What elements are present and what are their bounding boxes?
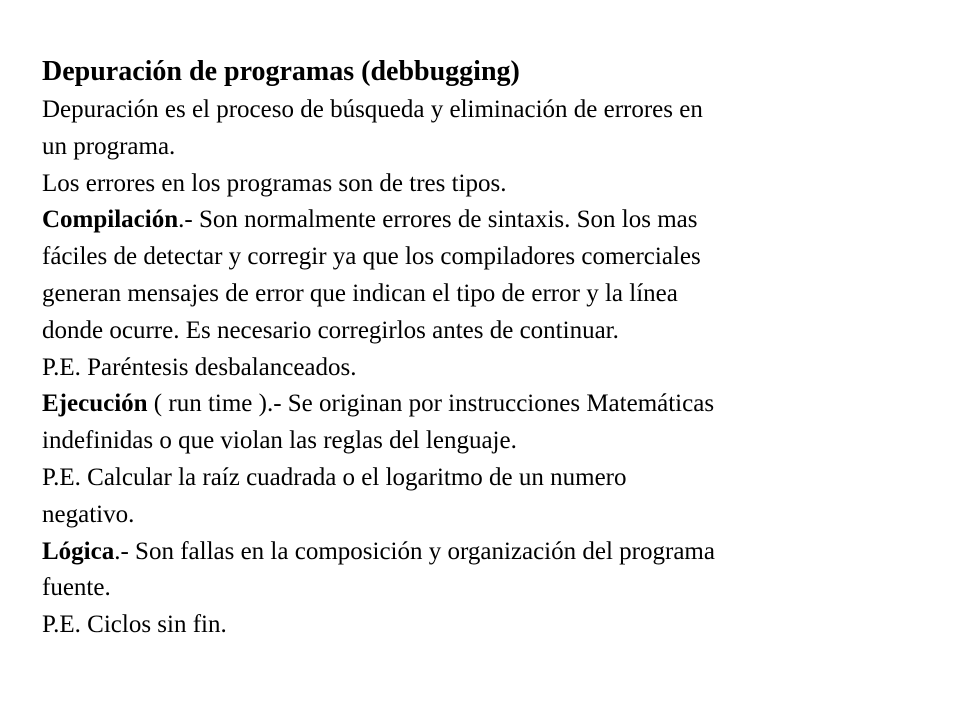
compilacion-term: Compilación: [42, 206, 179, 234]
compilacion-line-4: donde ocurre. Es necesario corregirlos antes de continuar.: [42, 316, 619, 344]
slide-title: Depuración de programas (debbugging): [42, 56, 520, 87]
logica-term: Lógica: [42, 537, 115, 565]
logica-line-1-text: .- Son fallas en la composición y organización del programa: [114, 537, 715, 565]
intro-line-2: un programa.: [42, 132, 176, 160]
compilacion-line-1-text: .- Son normalmente errores de sintaxis. Son los mas: [178, 206, 698, 234]
logica-line-2: fuente.: [42, 574, 111, 602]
ejecucion-line-1: [42, 386, 912, 423]
compilacion-line-1: [42, 202, 912, 239]
intro-line-1: Depuración es el proceso de búsqueda y eliminación de errores en: [42, 96, 703, 123]
slide-content: [42, 52, 912, 644]
ejecucion-term: Ejecución: [42, 390, 148, 418]
compilacion-line-2: fáciles de detectar y corregir ya que los compiladores comerciales: [42, 243, 701, 271]
compilacion-line-3: generan mensajes de error que indican el tipo de error y la línea: [42, 279, 678, 307]
compilacion-example: P.E. Paréntesis desbalanceados.: [42, 353, 357, 381]
intro-line-3: Los errores en los programas son de tres tipos.: [42, 169, 507, 197]
ejecucion-example-line-2: negativo.: [42, 500, 135, 528]
ejecucion-example-line-1: P.E. Calcular la raíz cuadrada o el logaritmo de un numero: [42, 463, 627, 491]
ejecucion-line-1-text: ( run time ).- Se originan por instrucciones Matemáticas: [147, 390, 715, 418]
ejecucion-line-2: indefinidas o que violan las reglas del lenguaje.: [42, 427, 517, 455]
logica-example: P.E. Ciclos sin fin.: [42, 611, 227, 639]
logica-line-1: [42, 534, 912, 571]
